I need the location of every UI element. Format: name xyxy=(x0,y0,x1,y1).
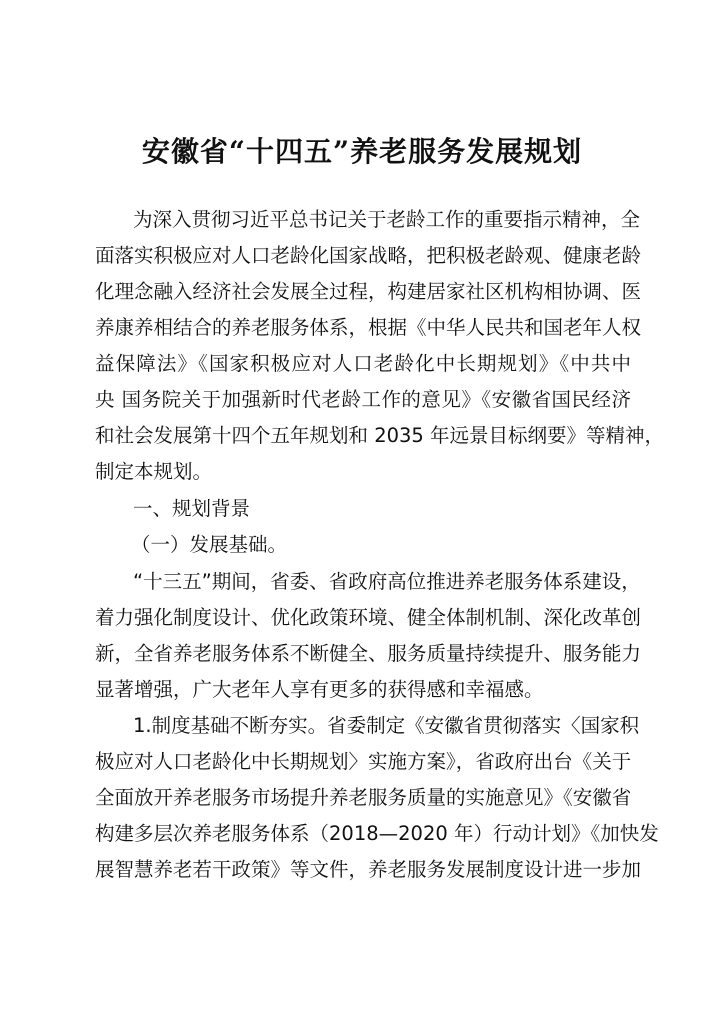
paragraph-line: 全面放开养老服务市场提升养老服务质量的实施意见》《安徽省 xyxy=(95,786,632,809)
subsection-heading: （一）发展基础。 xyxy=(131,533,288,556)
paragraph-line: “十三五”期间，省委、省政府高位推进养老服务体系建设， xyxy=(133,570,641,593)
paragraph-line: 益保障法》《国家积极应对人口老龄化中长期规划》《中共中 xyxy=(95,352,631,375)
paragraph-line: 1.制度基础不断夯实。省委制定《安徽省贯彻落实〈国家积 xyxy=(133,714,640,737)
paragraph-line: 和社会发展第十四个五年规划和 2035 年远景目标纲要》等精神， xyxy=(95,424,665,447)
section-heading: 一、规划背景 xyxy=(133,497,251,520)
paragraph-line: 着力强化制度设计、优化政策环境、健全体制机制、深化改革创 xyxy=(95,606,642,629)
paragraph-line: 新，全省养老服务体系不断健全、服务质量持续提升、服务能力 xyxy=(95,642,642,665)
document-title: 安徽省“十四五”养老服务发展规划 xyxy=(141,135,583,168)
paragraph-line: 显著增强，广大老年人享有更多的获得感和幸福感。 xyxy=(95,678,544,701)
paragraph-line: 展智慧养老若干政策》等文件，养老服务发展制度设计进一步加 xyxy=(95,858,642,881)
paragraph-line: 面落实积极应对人口老龄化国家战略，把积极老龄观、健康老龄 xyxy=(95,244,642,267)
paragraph-line: 制定本规划。 xyxy=(95,460,213,483)
paragraph-line: 养康养相结合的养老服务体系，根据《中华人民共和国老年人权 xyxy=(95,316,642,339)
paragraph-line: 极应对人口老龄化中长期规划〉实施方案》，省政府出台《关于 xyxy=(95,750,632,773)
paragraph-line: 央 国务院关于加强新时代老龄工作的意见》《安徽省国民经济 xyxy=(95,388,631,411)
paragraph-line: 化理念融入经济社会发展全过程，构建居家社区机构相协调、医 xyxy=(95,280,642,303)
paragraph-line: 构建多层次养老服务体系（2018—2020 年）行动计划》《加快发 xyxy=(95,822,659,845)
paragraph-line: 为深入贯彻习近平总书记关于老龄工作的重要指示精神，全 xyxy=(133,208,641,231)
